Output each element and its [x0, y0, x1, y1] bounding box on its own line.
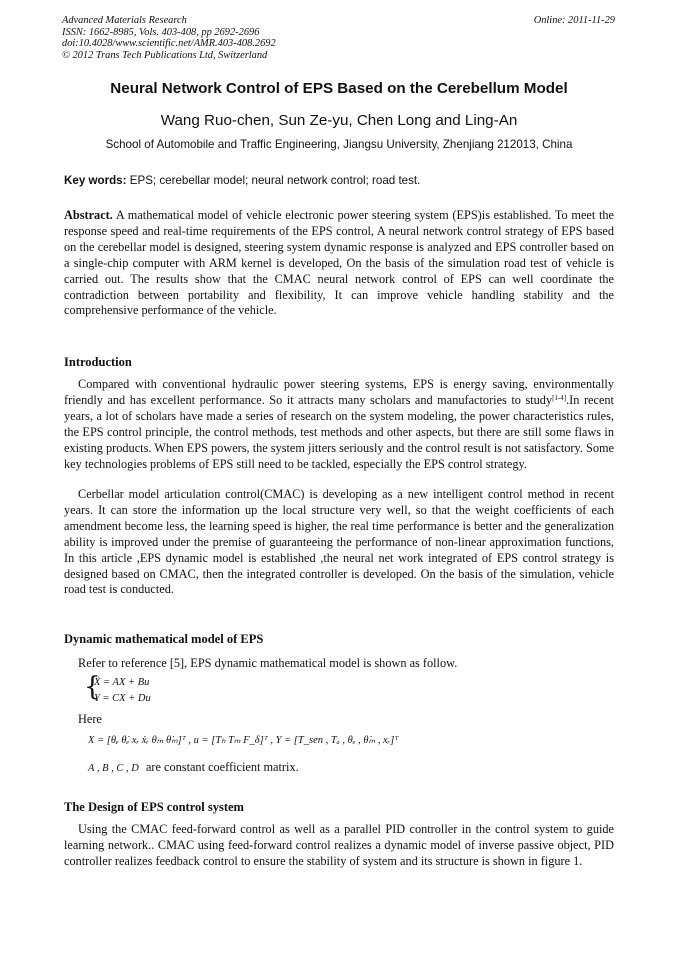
coefficient-text: are constant coefficient matrix.: [145, 760, 299, 774]
introduction-paragraph-1: [64, 377, 614, 472]
introduction-paragraph-2: Cerbellar model articulation control(CMAC) is developing as a new intelligent control method in recent years. It can store the information up the local structure very well, so that the weight coefficients of each amendment become less, the learning speed is higher, the real time performance is better and the generalization ability is improved under the premise of guaranteeing the performance of non-linear approximation functions, In this article ,EPS dynamic model is established ,the neural net work integrated of EPS control strategy is designed based on CMAC, then the integrated controller is developed. On the basis of the simulation, vehicle road test is conducted.: [64, 487, 614, 597]
introduction-heading: Introduction: [64, 355, 132, 369]
design-heading: The Design of EPS control system: [64, 800, 244, 814]
journal-issn: ISSN: 1662-8985, Vols. 403-408, pp 2692-2696: [62, 26, 260, 38]
journal-name: Advanced Materials Research: [62, 15, 187, 26]
coefficient-row: [88, 760, 299, 775]
keywords: [64, 174, 616, 187]
state-equation: Ẋ = AX + Bu: [94, 677, 150, 688]
output-equation: Y = CX + Du: [94, 693, 151, 704]
keywords-text: EPS; cerebellar model; neural network control; road test.: [129, 174, 421, 187]
paper-title: Neural Network Control of EPS Based on the Cerebellum Model: [110, 80, 568, 97]
intro-p1-part-b: .In recent years, a lot of scholars have made a series of research on the system modeling, the power characteristics rules, the EPS control principle, the control methods, test methods and other aspects, but there are still some flaws in existing products. When EPS powers, the system jitters seriously and the control result is not satisfactory. Some key technologies problems of EPS still need to be tackled, especially the EPS control strategy.: [64, 392, 614, 471]
abstract-text: A mathematical model of vehicle electronic power steering system (EPS)is established. To meet the response speed and real-time requirements of the EPS control, A neural network control strategy of EPS based on the cerebellar model is designed, steering system dynamic response is analyzed and EPS controller based on a single-chip computer with ARM kernel is developed, On the basis of the simulation road test of vehicle is carried out. The results show that the CMAC neural network control of EPS can well coordinate the contradiction between portability and flexibility, It can improve vehicle handling stability and the comprehensive performance of the vehicle.: [64, 208, 614, 318]
journal-copyright: © 2012 Trans Tech Publications Ltd, Switzerland: [62, 49, 268, 61]
abstract: [64, 208, 614, 319]
design-paragraph-1: Using the CMAC feed-forward control as well as a parallel PID controller in the control system to guide learning network.. CMAC using feed-forward control realizes a dynamic model of inverse passive object, PID controller realizes feedback control to ensure the stability of system and its structure is shown in figure 1.: [64, 822, 614, 868]
paper-authors: Wang Ruo-chen, Sun Ze-yu, Chen Long and Ling-An: [160, 112, 518, 129]
abstract-label: Abstract.: [64, 208, 113, 222]
online-date: Online: 2011-11-29: [533, 15, 615, 26]
here-label: Here: [78, 712, 102, 726]
journal-header: [62, 15, 276, 61]
journal-doi[interactable]: doi:10.4028/www.scientific.net/AMR.403-408.2692: [62, 38, 276, 50]
citation-ref[interactable]: [1-4]: [552, 393, 567, 402]
coefficient-symbols: A , B , C , D: [88, 763, 139, 774]
intro-p1-part-a: Compared with conventional hydraulic power steering systems, EPS is energy saving, environmentally friendly and has excellent performance. So it attracts many scholars and manufactories to study: [64, 377, 614, 407]
dynamic-model-heading: Dynamic mathematical model of EPS: [64, 632, 264, 646]
vector-definitions: X = [θₑ θ̇ₑ xᵣ ẋᵣ θₘ θ̇ₘ]ᵀ , u = [Tₕ Tₘ F_δ]ᵀ , Y = [T_sen , Tₐ , θₑ , θ̇ₘ , xᵣ]ᵀ: [88, 735, 399, 746]
keywords-label: Key words:: [64, 174, 127, 187]
dynamic-model-intro: Refer to reference [5], EPS dynamic mathematical model is shown as follow.: [78, 656, 458, 670]
paper-affiliation: School of Automobile and Traffic Engineering, Jiangsu University, Zhenjiang 212013, China: [105, 138, 573, 151]
equation-brace: {: [84, 672, 101, 702]
